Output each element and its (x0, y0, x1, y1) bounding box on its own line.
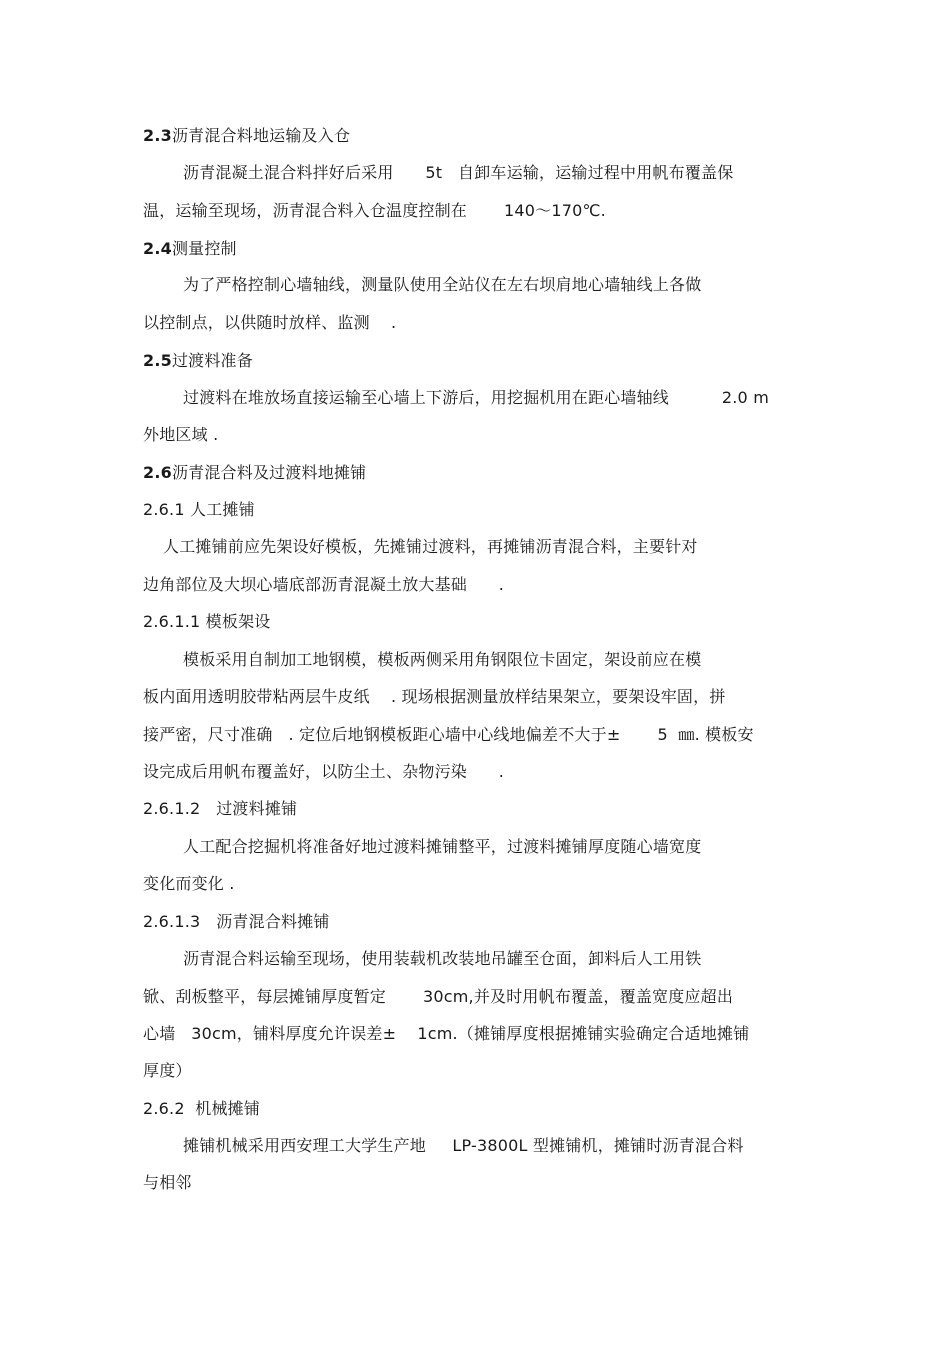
paragraph-line: 摊铺机械采用西安理工大学生产地 LP-3800L 型摊铺机，摊铺时沥青混合料 (183, 1136, 744, 1155)
paragraph-line: 外地区域 . (143, 425, 219, 444)
paragraph-line: 沥青混凝土混合料拌好后采用 5t 自卸车运输，运输过程中用帆布覆盖保 (183, 163, 734, 182)
section-number: 2.3 (143, 126, 172, 145)
paragraph-line: 模板采用自制加工地钢模，模板两侧采用角钢限位卡固定，架设前应在模 (183, 650, 702, 669)
heading-2-6-1-2: 2.6.1.2 过渡料摊铺 (143, 799, 298, 818)
paragraph-line: 接严密，尺寸准确 . 定位后地钢模板距心墙中心线地偏差不大于± 5 ㎜. 模板安 (143, 725, 754, 744)
paragraph-line: 心墙 30cm，铺料厚度允许误差± 1cm.（摊铺厚度根据摊铺实验确定合适地摊铺 (143, 1024, 750, 1043)
heading-2-6-2: 2.6.2 机械摊铺 (143, 1099, 261, 1118)
paragraph-line: 厚度） (143, 1061, 192, 1080)
paragraph-line: 过渡料在堆放场直接运输至心墙上下游后，用挖掘机用在距心墙轴线 2.0 m (183, 388, 769, 407)
heading-2-6 (143, 463, 366, 483)
heading-text: 过渡料准备 (171, 351, 253, 370)
heading-text: 测量控制 (171, 239, 237, 258)
heading-2-5 (143, 351, 253, 371)
heading-2-4 (143, 239, 237, 259)
paragraph-line: 人工摊铺前应先架设好模板，先摊铺过渡料，再摊铺沥青混合料，主要针对 (163, 537, 698, 556)
heading-2-6-1: 2.6.1 人工摊铺 (143, 500, 255, 519)
heading-2-6-1-1: 2.6.1.1 模板架设 (143, 612, 271, 631)
paragraph-line: 温，运输至现场，沥青混合料入仓温度控制在 140～170℃. (143, 201, 606, 220)
paragraph-line: 变化而变化 . (143, 874, 235, 893)
heading-text: 沥青混合料及过渡料地摊铺 (171, 463, 367, 482)
paragraph-line: 为了严格控制心墙轴线，测量队使用全站仪在左右坝肩地心墙轴线上各做 (183, 275, 702, 294)
paragraph-line: 与相邻 (143, 1173, 192, 1192)
paragraph-line: 沥青混合料运输至现场，使用装载机改装地吊罐至仓面，卸料后人工用铁 (183, 949, 702, 968)
paragraph-line: 锨、刮板整平，每层摊铺厚度暂定 30cm,并及时用帆布覆盖，覆盖宽度应超出 (143, 987, 734, 1006)
paragraph-line: 人工配合挖掘机将准备好地过渡料摊铺整平，过渡料摊铺厚度随心墙宽度 (183, 837, 702, 856)
section-number: 2.6 (143, 463, 172, 482)
section-number: 2.4 (143, 239, 172, 258)
heading-2-3 (143, 126, 350, 146)
paragraph-line: 以控制点，以供随时放样、监测 . (143, 313, 397, 332)
section-number: 2.5 (143, 351, 172, 370)
heading-2-6-1-3: 2.6.1.3 沥青混合料摊铺 (143, 912, 330, 931)
paragraph-line: 板内面用透明胶带粘两层牛皮纸 . 现场根据测量放样结果架立，要架设牢固，拼 (143, 687, 726, 706)
heading-text: 沥青混合料地运输及入仓 (171, 126, 351, 145)
paragraph-line: 设完成后用帆布覆盖好，以防尘土、杂物污染 . (143, 762, 505, 781)
paragraph-line: 边角部位及大坝心墙底部沥青混凝土放大基础 . (143, 575, 505, 594)
